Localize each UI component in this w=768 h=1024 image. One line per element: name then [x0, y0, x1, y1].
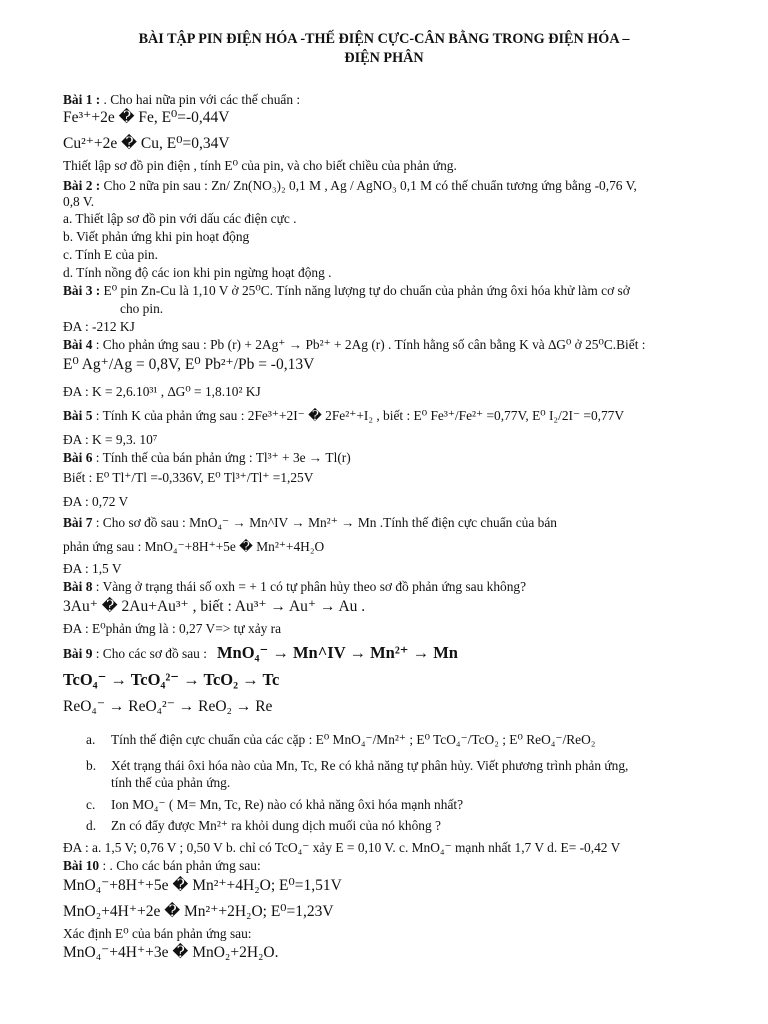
- bai2-item-a: a. Thiết lập sơ đồ pin với dấu các điện cực .: [63, 211, 297, 226]
- bai5-answer: ĐA : K = 9,3. 10⁷: [63, 432, 158, 447]
- bai3-text1: Bài 3 : E⁰ pin Zn-Cu là 1,10 V ở 25⁰C. Tính năng lượng tự do chuẩn của phản ứng ôxi hóa khử làm cơ sở: [63, 283, 630, 298]
- bai10-eq2: MnO₂+4H⁺+2e � Mn²⁺+2H₂O; E⁰=1,23V: [63, 903, 334, 920]
- bai6-data: Biết : E⁰ Tl⁺/Tl =-0,336V, E⁰ Tl³⁺/Tl⁺ =1,25V: [63, 470, 314, 485]
- bai7-answer: ĐA : 1,5 V: [63, 561, 122, 576]
- bai4-data: E⁰ Ag⁺/Ag = 0,8V, E⁰ Pb²⁺/Pb = -0,13V: [63, 356, 315, 373]
- bai3-text2: cho pin.: [120, 301, 164, 316]
- doc-title-line2: ĐIỆN PHÂN: [344, 50, 424, 66]
- bai1-eq1: Fe³⁺+2e � Fe, E⁰=-0,44V: [63, 109, 230, 126]
- bai8-text: Bài 8 : Vàng ở trạng thái số oxh = + 1 có tự phân hủy theo sơ đồ phản ứng sau không?: [63, 579, 527, 594]
- bai9-b-marker: b.: [86, 758, 97, 773]
- bai2-text1: Bài 2 : Cho 2 nữa pin sau : Zn/ Zn(NO₃)₂ 0,1 M , Ag / AgNO₃ 0,1 M có thế chuẩn tương ứng bằng -0,76 V,: [63, 178, 637, 193]
- bai9-d-text: Zn có đẩy được Mn²⁺ ra khỏi dung dịch muối của nó không ?: [111, 818, 441, 833]
- bai9-a-text: Tính thế điện cực chuẩn của các cặp : E⁰ MnO₄⁻/Mn²⁺ ; E⁰ TcO₄⁻/TcO₂ ; E⁰ ReO₄⁻/ReO₂: [111, 732, 596, 747]
- bai6-answer: ĐA : 0,72 V: [63, 494, 129, 509]
- bai9-text: Bài 9 : Cho các sơ đồ sau : MnO₄⁻ → Mn^IV → Mn²⁺ → Mn: [63, 643, 458, 662]
- bai10-eq3: MnO₄⁻+4H⁺+3e � MnO₂+2H₂O.: [63, 944, 279, 961]
- bai2-item-c: c. Tính E của pin.: [63, 247, 158, 262]
- doc-title: [40, 30, 728, 68]
- bai2-item-b: b. Viết phản ứng khi pin hoạt động: [63, 229, 250, 244]
- bai4-text: Bài 4 : Cho phản ứng sau : Pb (r) + 2Ag⁺ → Pb²⁺ + 2Ag (r) . Tính hằng số cân bằng K và ∆G⁰ ở 25⁰C.Biết :: [63, 337, 646, 352]
- bai9-mn-scheme: MnO₄⁻ → Mn^IV → Mn²⁺ → Mn: [216, 643, 458, 662]
- bai10-task: Xác định E⁰ của bán phản ứng sau:: [63, 926, 252, 941]
- bai9-b-text2: tính thế của phản ứng.: [111, 775, 231, 790]
- bai9-tc-scheme: TcO₄⁻ → TcO₄²⁻ → TcO₂ → Tc: [63, 670, 280, 689]
- bai1-header: Bài 1 : . Cho hai nữa pin với các thế chuẩn :: [63, 92, 301, 107]
- bai9-re-scheme: ReO₄⁻ → ReO₄²⁻ → ReO₂ → Re: [63, 698, 273, 715]
- bai10-eq1: MnO₄⁻+8H⁺+5e � Mn²⁺+4H₂O; E⁰=1,51V: [63, 877, 342, 894]
- bai6-text: Bài 6 : Tính thế của bán phản ứng : Tl³⁺ + 3e → Tl(r): [63, 450, 351, 465]
- bai1-task: Thiết lập sơ đồ pin điện , tính E⁰ của pin, và cho biết chiều của phản ứng.: [63, 158, 457, 173]
- bai9-c-marker: c.: [86, 797, 96, 812]
- bai5-text: Bài 5 : Tính K của phản ứng sau : 2Fe³⁺+2I⁻ � 2Fe²⁺+I₂ , biết : E⁰ Fe³⁺/Fe²⁺ =0,77V, E⁰ I₂/2I⁻ =0,77V: [63, 408, 625, 423]
- bai2-item-d: d. Tính nồng độ các ion khi pin ngừng hoạt động .: [63, 265, 332, 280]
- bai10-text: Bài 10 : . Cho các bán phản ứng sau:: [63, 858, 261, 873]
- bai8-eq: 3Au⁺ � 2Au+Au³⁺ , biết : Au³⁺ → Au⁺ → Au .: [63, 598, 366, 615]
- bai9-d-marker: d.: [86, 818, 97, 833]
- bai3-answer: ĐA : -212 KJ: [63, 319, 135, 334]
- bai2-text2: 0,8 V.: [63, 194, 95, 209]
- bai1-eq2: Cu²⁺+2e � Cu, E⁰=0,34V: [63, 135, 230, 152]
- bai9-b-text1: Xét trạng thái ôxi hóa nào của Mn, Tc, Re có khả năng tự phân hủy. Viết phương trình phản ứng,: [111, 758, 629, 773]
- bai7-text2: phản ứng sau : MnO₄⁻+8H⁺+5e � Mn²⁺+4H₂O: [63, 539, 325, 554]
- bai9-c-text: Ion MO₄⁻ ( M= Mn, Tc, Re) nào có khả năng ôxi hóa mạnh nhất?: [111, 797, 464, 812]
- bai4-answer: ĐA : K = 2,6.10³¹ , ∆G⁰ = 1,8.10² KJ: [63, 384, 261, 399]
- bai9-answer: ĐA : a. 1,5 V; 0,76 V ; 0,50 V b. chỉ có TcO₄⁻ xảy E = 0,10 V. c. MnO₄⁻ mạnh nhất 1,7 V d. E= -0,42 V: [63, 840, 621, 855]
- bai9-a-marker: a.: [86, 732, 96, 747]
- bai7-text1: Bài 7 : Cho sơ đồ sau : MnO₄⁻ → Mn^IV → Mn²⁺ → Mn .Tính thế điện cực chuẩn của bán: [63, 515, 557, 530]
- bai8-answer: ĐA : E⁰phản ứng là : 0,27 V=> tự xảy ra: [63, 621, 282, 636]
- doc-title-line1: BÀI TẬP PIN ĐIỆN HÓA -THẾ ĐIỆN CỰC-CÂN BẰNG TRONG ĐIỆN HÓA –: [138, 31, 630, 47]
